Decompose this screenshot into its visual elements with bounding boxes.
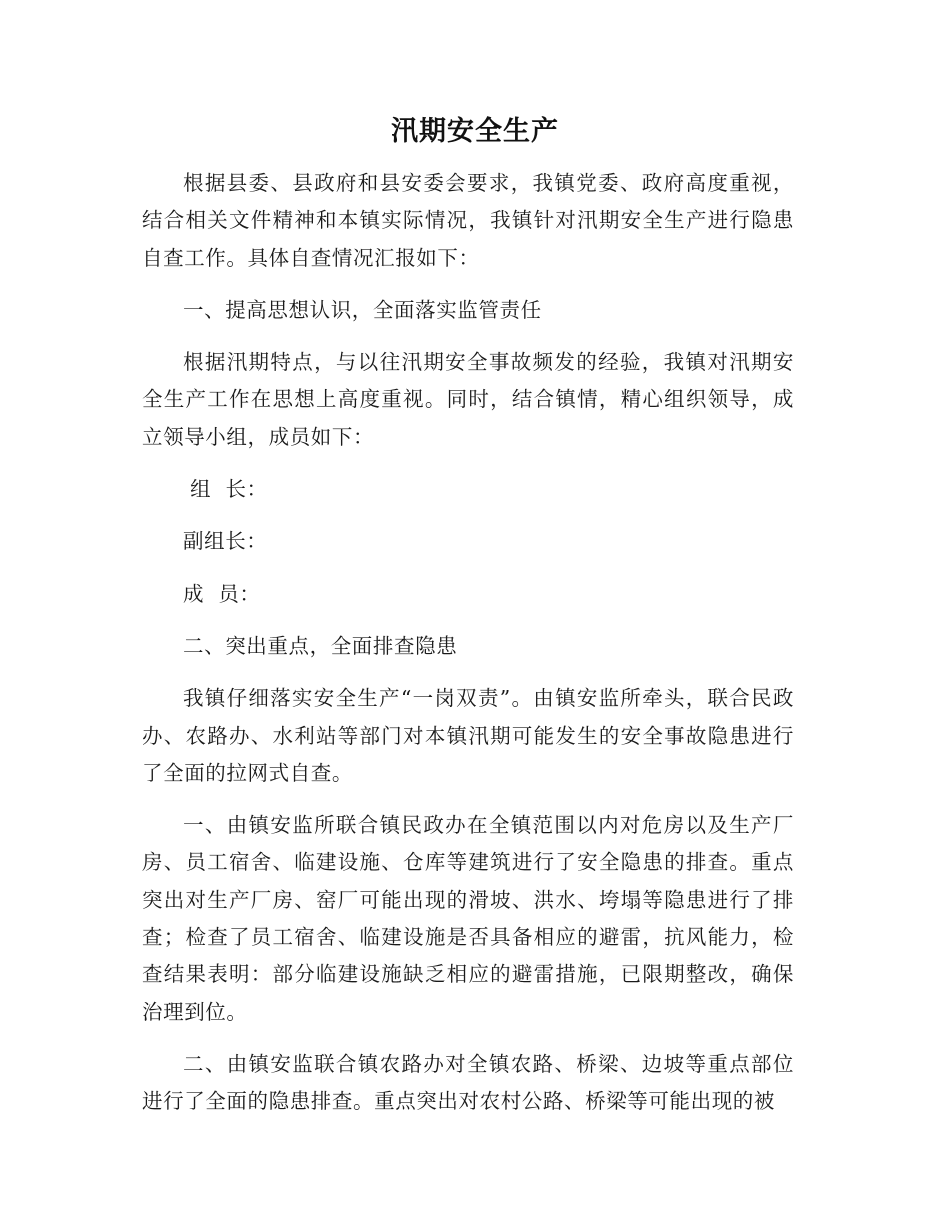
intro-paragraph: 根据县委、县政府和县安委会要求，我镇党委、政府高度重视，结合相关文件精神和本镇实际情况，我镇针对汛期安全生产进行隐患自查工作。具体自查情况汇报如下： bbox=[142, 171, 794, 270]
role-leader: 组 长： bbox=[183, 477, 268, 502]
role-deputy-leader: 副组长： bbox=[183, 529, 268, 554]
section-1-paragraph: 根据汛期特点，与以往汛期安全事故频发的经验，我镇对汛期安全生产工作在思想上高度重视。同时，结合镇情，精心组织领导，成立领导小组，成员如下： bbox=[142, 350, 794, 449]
document-title: 汛期安全生产 bbox=[391, 116, 559, 147]
document-body bbox=[142, 165, 794, 1136]
section-heading-1: 一、提高思想认识，全面落实监管责任 bbox=[183, 297, 542, 322]
role-members: 成 员： bbox=[183, 581, 261, 606]
section-2-paragraph: 我镇仔细落实安全生产“一岗双责”。由镇安监所牵头，联合民政办、农路办、水利站等部门对本镇汛期可能发生的安全事故隐患进行了全面的拉网式自查。 bbox=[142, 686, 794, 785]
item-2-paragraph: 二、由镇安监联合镇农路办对全镇农路、桥梁、边坡等重点部位进行了全面的隐患排查。重点突出对农村公路、桥梁等可能出现的被 bbox=[142, 1051, 794, 1114]
item-1-paragraph: 一、由镇安监所联合镇民政办在全镇范围以内对危房以及生产厂房、员工宿舍、临建设施、仓库等建筑进行了安全隐患的排查。重点突出对生产厂房、窑厂可能出现的滑坡、洪水、垮塌等隐患进行了排查；检查了员工宿舍、临建设施是否具备相应的避雷，抗风能力，检查结果表明：部分临建设施缺乏相应的避雷措施，已限期整改，确保治理到位。 bbox=[142, 813, 794, 1024]
section-heading-2: 二、突出重点，全面排查隐患 bbox=[183, 633, 458, 658]
